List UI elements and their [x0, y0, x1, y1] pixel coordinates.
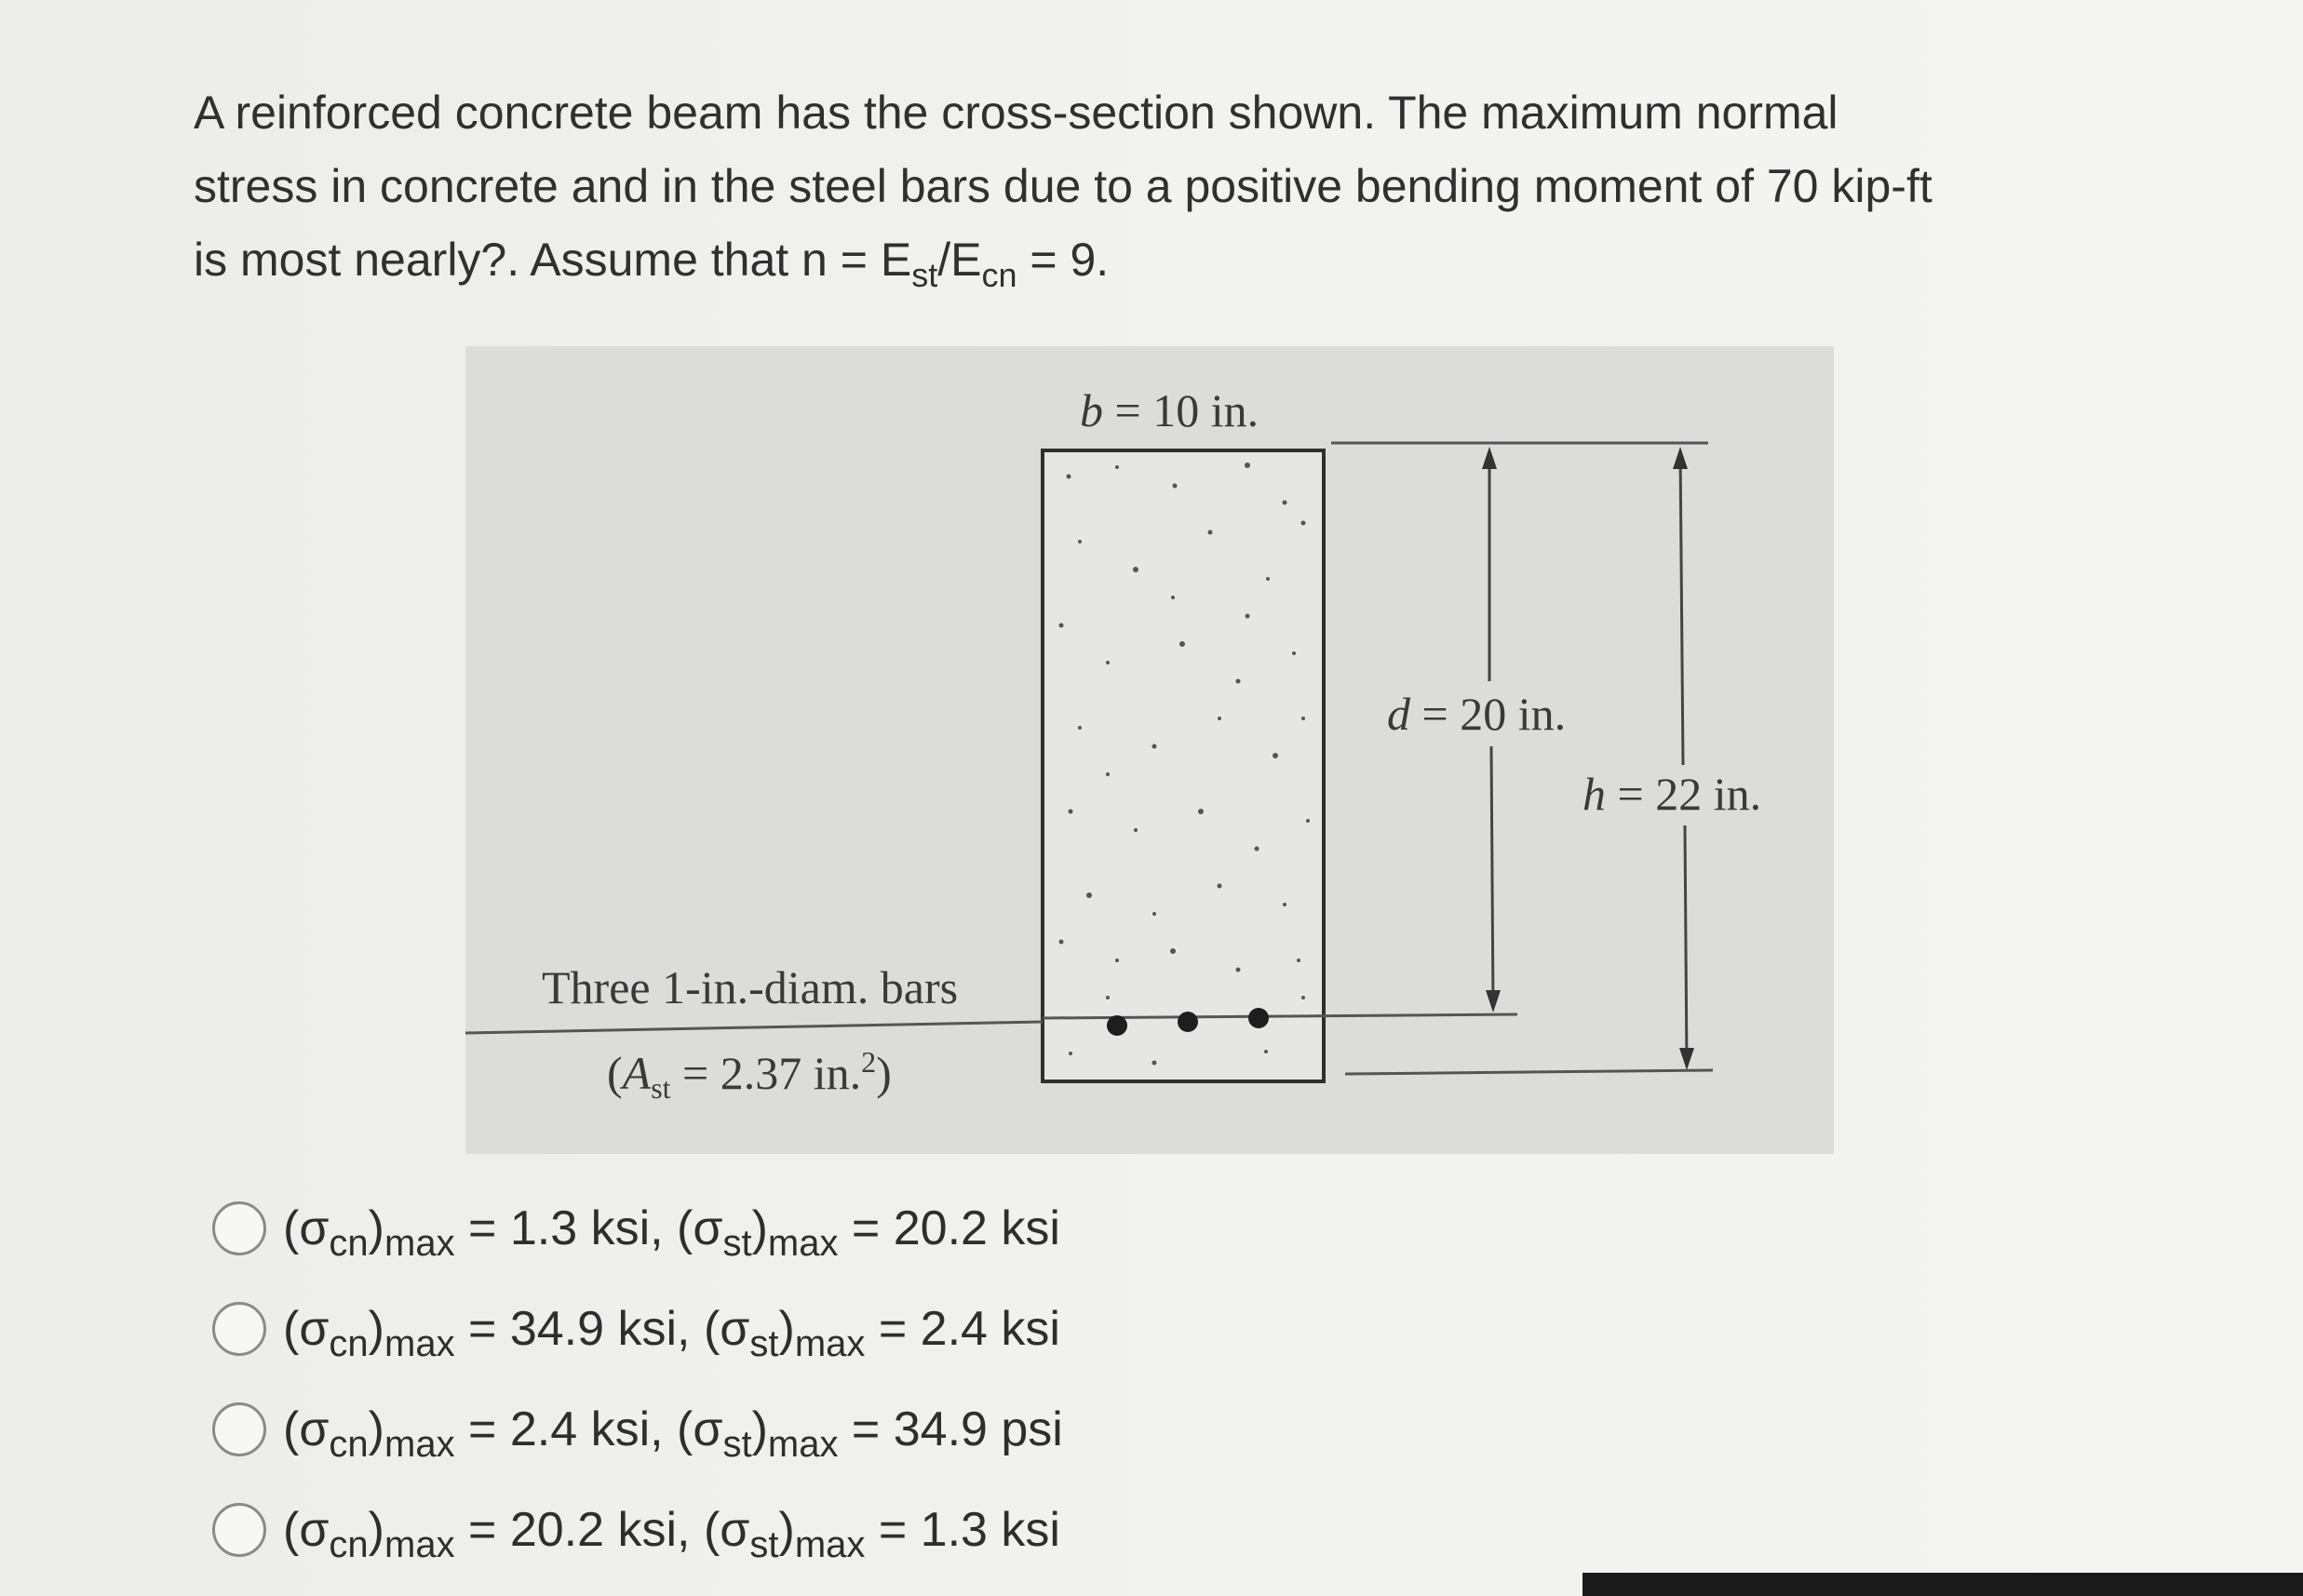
- answer-option-3[interactable]: [212, 1383, 1329, 1476]
- width-label: b = 10 in.: [1080, 384, 1259, 436]
- option-label: $(\sigma_{cn})_{max} = 34.9$ ksi, $(\sigma_{st})_{max} = 2.4$ ksi: [283, 1302, 1060, 1364]
- steel-bar: [1178, 1012, 1198, 1032]
- h-dimension-arrow: [1680, 450, 1683, 765]
- bars-leader-line: [465, 1022, 1043, 1033]
- answer-option-1[interactable]: [212, 1182, 1329, 1275]
- answer-option-4[interactable]: [212, 1483, 1329, 1576]
- beam-cross-section-figure: [465, 346, 1834, 1154]
- radio-button[interactable]: [212, 1503, 266, 1557]
- height-label: h = 22 in.: [1582, 768, 1762, 820]
- steel-bar: [1248, 1008, 1269, 1028]
- beam-section: [1043, 450, 1324, 1081]
- question-text: [194, 76, 2130, 297]
- screen-edge-bar: [1582, 1573, 2303, 1596]
- effective-depth-label: d = 20 in.: [1387, 688, 1567, 740]
- option-label: $(\sigma_{cn})_{max} = 1.3$ ksi, $(\sigma_{st})_{max} = 20.2$ ksi: [283, 1201, 1060, 1264]
- question-line-3: is most nearly?. Assume that $n = E_{st}/E_{cn} = 9$.: [194, 234, 1110, 294]
- bottom-dimension-line: [1345, 1070, 1713, 1074]
- beam-diagram: [465, 346, 1834, 1154]
- answer-option-2[interactable]: [212, 1282, 1329, 1375]
- radio-button[interactable]: [212, 1302, 266, 1356]
- question-line-1: A reinforced concrete beam has the cross-section shown. The maximum normal: [194, 87, 1838, 139]
- steel-area-label: ($A_{st} = 2.37$ in.$^2$): [607, 1045, 892, 1105]
- question-line-2: stress in concrete and in the steel bars due to a positive bending moment of 70 kip-ft: [194, 160, 1933, 212]
- bars-label: Three 1-in.-diam. bars: [542, 961, 959, 1013]
- steel-bar: [1107, 1015, 1127, 1036]
- radio-button[interactable]: [212, 1201, 266, 1255]
- option-label: $(\sigma_{cn})_{max} = 2.4$ ksi, $(\sigma_{st})_{max} = 34.9$ psi: [283, 1402, 1063, 1465]
- radio-button[interactable]: [212, 1402, 266, 1456]
- option-label: $(\sigma_{cn})_{max} = 20.2$ ksi, $(\sigma_{st})_{max} = 1.3$ ksi: [283, 1503, 1060, 1565]
